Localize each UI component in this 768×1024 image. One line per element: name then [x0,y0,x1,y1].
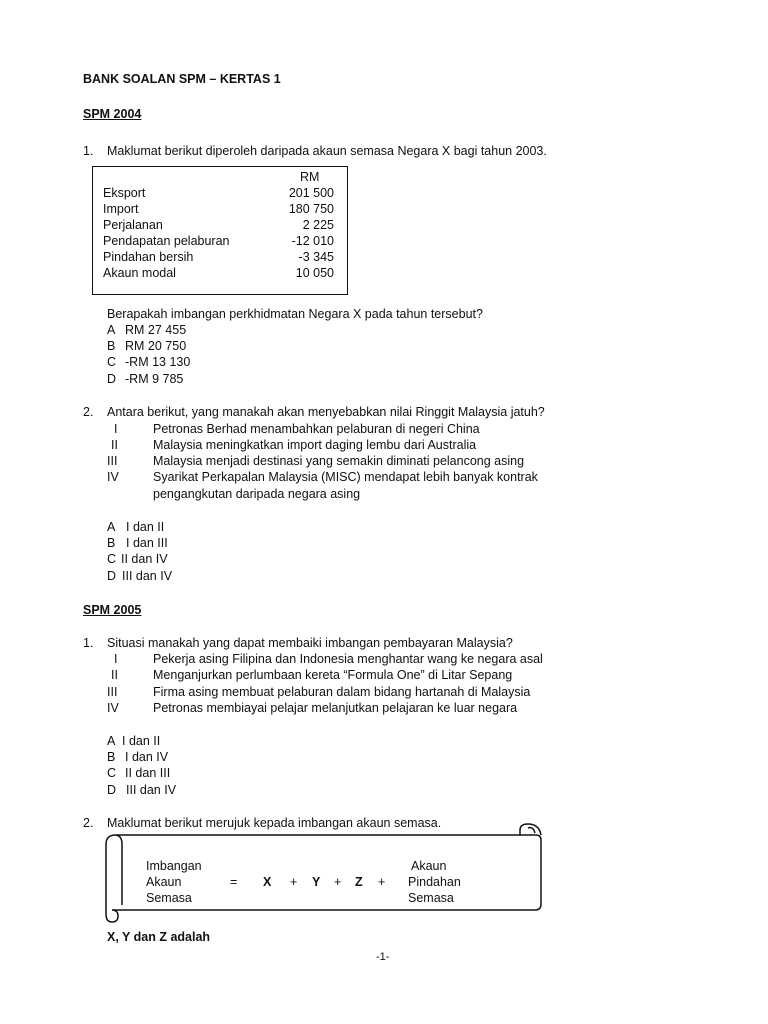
equation-right-line: Semasa [408,891,454,905]
table-row-label: Perjalanan [103,218,163,232]
statement-numeral: II [111,668,118,682]
option-text: -RM 9 785 [125,372,184,386]
statement-text: Firma asing membuat pelaburan dalam bidang hartanah di Malaysia [153,685,531,699]
option-text: III dan IV [126,783,177,797]
option-text: RM 20 750 [125,339,187,353]
option-text: -RM 13 130 [125,355,191,369]
option-text: III dan IV [122,569,173,583]
equation-plus: + [334,875,342,889]
table-row-label: Pendapatan pelaburan [103,234,230,248]
document-title: BANK SOALAN SPM – KERTAS 1 [83,72,281,86]
statement-text: Pekerja asing Filipina dan Indonesia menghantar wang ke negara asal [153,652,543,666]
option-letter: C [107,766,117,780]
statement-numeral: II [111,438,118,452]
statement-numeral: III [107,685,118,699]
option-letter: D [107,372,117,386]
option-text: II dan III [125,766,171,780]
statement-text: Petronas Berhad menambahkan pelaburan di negeri China [153,422,480,436]
table-row-label: Akaun modal [103,266,176,280]
equation-plus: + [378,875,386,889]
question-prompt: Berapakah imbangan perkhidmatan Negara X pada tahun tersebut? [107,307,483,321]
option-text: I dan II [126,520,165,534]
equation-left-line: Akaun [146,875,182,889]
table-row-value: 180 750 [288,202,334,216]
table-row-value: -12 010 [291,234,334,248]
statement-text-continued: pengangkutan daripada negara asing [153,487,361,501]
statement-text: Malaysia meningkatkan import daging lembu dari Australia [153,438,477,452]
option-letter: B [107,536,116,550]
equation-x: X [263,875,272,889]
statement-numeral: III [107,454,118,468]
statement-text: Petronas membiayai pelajar melanjutkan pelajaran ke luar negara [153,701,518,715]
statement-text: Malaysia menjadi destinasi yang semakin diminati pelancong asing [153,454,525,468]
question-text: Situasi manakah yang dapat membaiki imbangan pembayaran Malaysia? [107,636,513,650]
table-row-label: Import [103,202,139,216]
statement-text: Syarikat Perkapalan Malaysia (MISC) mendapat lebih banyak kontrak [153,470,538,484]
table-row-value: 201 500 [288,186,334,200]
equation-right-line: Pindahan [408,875,461,889]
equation-y: Y [312,875,321,889]
option-letter: B [107,750,116,764]
option-letter: D [107,783,117,797]
table-row-value: 2 225 [302,218,334,232]
option-letter: B [107,339,116,353]
option-letter: A [107,323,116,337]
option-text: II dan IV [121,552,168,566]
option-text: I dan II [122,734,161,748]
section-heading-spm-2005: SPM 2005 [83,603,142,617]
option-text: RM 27 455 [125,323,187,337]
statement-numeral: IV [107,701,119,715]
question-prompt: X, Y dan Z adalah [107,930,211,944]
statement-text: Menganjurkan perlumbaan kereta “Formula One” di Litar Sepang [153,668,513,682]
page-number: -1- [376,951,390,963]
option-letter: C [107,355,117,369]
question-number: 1. [83,144,94,158]
option-letter: A [107,520,116,534]
question-text: Maklumat berikut diperoleh daripada akaun semasa Negara X bagi tahun 2003. [107,144,547,158]
equation-left-line: Semasa [146,891,192,905]
question-text: Maklumat berikut merujuk kepada imbangan akaun semasa. [107,816,442,830]
statement-numeral: I [114,652,118,666]
equation-right-line: Akaun [411,859,447,873]
table-unit-header: RM [300,170,320,184]
option-letter: A [107,734,116,748]
table-row-label: Eksport [103,186,146,200]
table-row-value: -3 345 [298,250,334,264]
option-text: I dan III [126,536,168,550]
section-heading-spm-2004: SPM 2004 [83,107,142,121]
statement-numeral: I [114,422,118,436]
equation-left-line: Imbangan [146,859,202,873]
question-number: 1. [83,636,94,650]
equation-plus: + [290,875,298,889]
equation-z: Z [355,875,363,889]
question-number: 2. [83,816,94,830]
option-letter: D [107,569,117,583]
statement-numeral: IV [107,470,119,484]
table-row-label: Pindahan bersih [103,250,194,264]
option-text: I dan IV [125,750,169,764]
option-letter: C [107,552,117,566]
equation-equals: = [230,875,238,889]
question-number: 2. [83,405,94,419]
question-text: Antara berikut, yang manakah akan menyebabkan nilai Ringgit Malaysia jatuh? [107,405,545,419]
table-row-value: 10 050 [295,266,334,280]
